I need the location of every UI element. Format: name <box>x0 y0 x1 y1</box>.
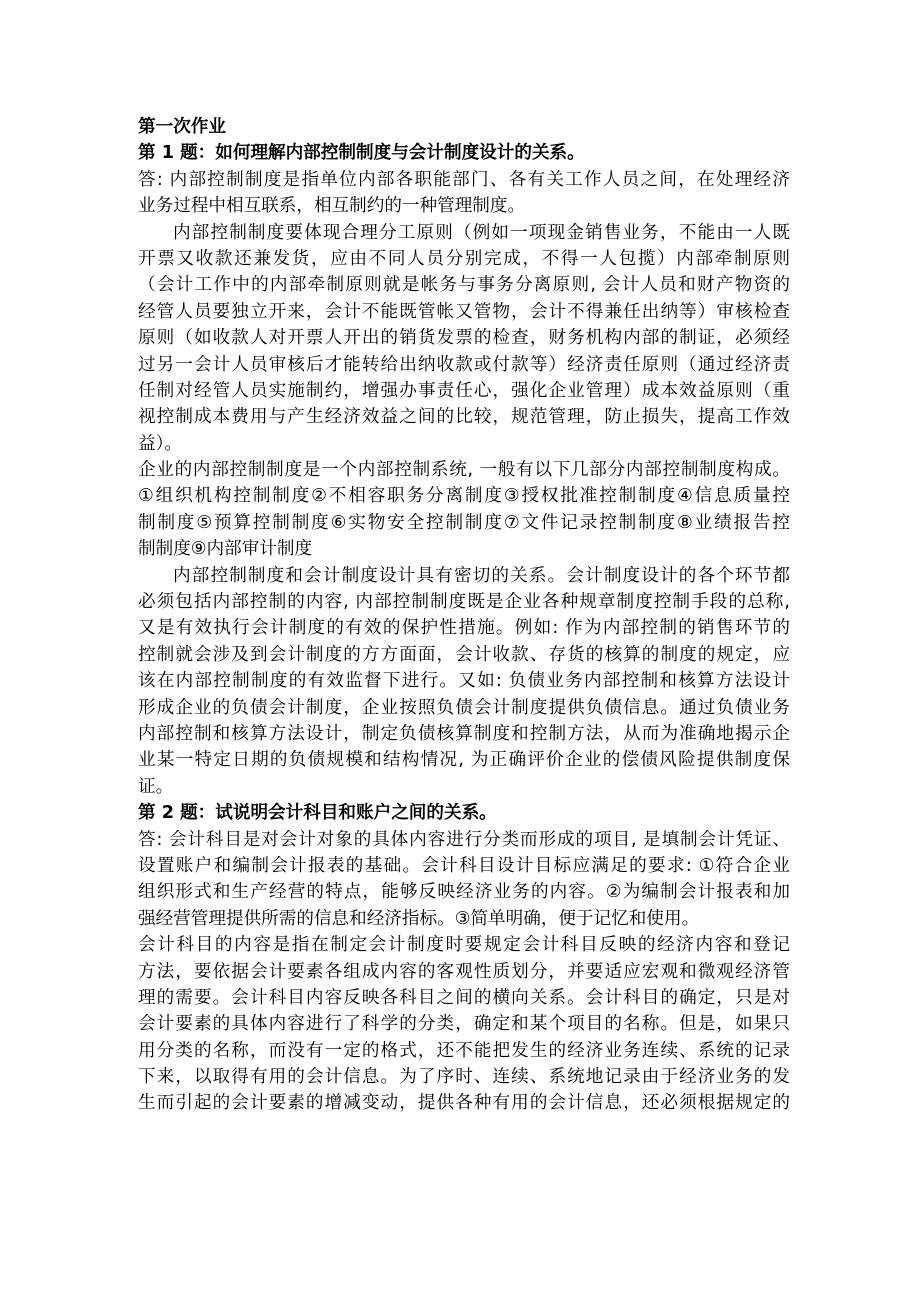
question-1-answer-paragraph-1 <box>138 167 790 220</box>
text-line: 任制对经管人员实施制约，增强办事责任心，强化企业管理）成本效益原则（重 <box>138 380 790 401</box>
text-line: 必须包括内部控制的内容, 内部控制制度既是企业各种规章制度控制手段的总称, <box>138 592 790 613</box>
text-line: 过另一会计人员审核后才能转给出纳收款或付款等）经济责任原则（通过经济责 <box>138 354 790 375</box>
text-line: 会计要素的具体内容进行了科学的分类，确定和某个项目的名称。但是，如果只 <box>138 1014 790 1035</box>
text-line: 会计科目的内容是指在制定会计制度时要规定会计科目反映的经济内容和登记 <box>138 935 790 956</box>
text-line: 业务过程中相互联系，相互制约的一种管理制度。 <box>138 196 526 217</box>
text-line: 经管人员要独立开来，会计不能既管帐又管物，会计不得兼任出纳等）审核检查 <box>138 301 790 322</box>
text-line: 内部控制和核算方法设计，制定负债核算制度和控制方法，从而为准确地揭示企 <box>138 723 790 744</box>
text-line: 证。 <box>138 776 174 797</box>
text-line: 视控制成本费用与产生经济效益之间的比较，规范管理，防止损失，提高工作效 <box>138 407 790 428</box>
text-line: 又是有效执行会计制度的有效的保护性措施。例如: 作为内部控制的销售环节的 <box>138 618 790 639</box>
text-line: 形成企业的负债会计制度，企业按照负债会计制度提供负债信息。通过负债业务 <box>138 697 790 718</box>
text-line: 用分类的名称，而没有一定的格式，还不能把发生的经济业务连续、系统的记录 <box>138 1040 790 1061</box>
question-2-answer-paragraph-2 <box>138 932 790 1117</box>
text-line: 控制就会涉及到会计制度的方方面面，会计收款、存货的核算的制度的规定，应 <box>138 644 790 665</box>
text-line: 答: 会计科目是对会计对象的具体内容进行分类而形成的项目, 是填制会计凭证、 <box>138 829 790 850</box>
text-line: 制制度⑤预算控制制度⑥实物安全控制制度⑦文件记录控制制度⑧业绩报告控 <box>138 512 790 533</box>
question-2-heading: 第 2 题：试说明会计科目和账户之间的关系。 <box>138 803 497 824</box>
question-1-answer-paragraph-3 <box>138 457 790 563</box>
text-line: 内部控制制度和会计制度设计具有密切的关系。会计制度设计的各个环节都 <box>173 565 790 586</box>
text-line: 答: 内部控制制度是指单位内部各职能部门、各有关工作人员之间，在处理经济 <box>138 169 790 190</box>
question-1-answer-paragraph-4 <box>138 563 790 801</box>
text-line: 该在内部控制制度的有效监督下进行。又如: 负债业务内部控制和核算方法设计 <box>138 671 790 692</box>
text-line: 益）。 <box>138 433 182 454</box>
text-line: 下来，以取得有用的会计信息。为了序时、连续、系统地记录由于经济业务的发 <box>138 1067 790 1088</box>
text-line: 组织形式和生产经营的特点，能够反映经济业务的内容。②为编制会计报表和加 <box>138 882 790 903</box>
text-line: 企业的内部控制制度是一个内部控制系统, 一般有以下几部分内部控制制度构成。 <box>138 460 790 481</box>
question-2-answer-paragraph-1 <box>138 827 790 933</box>
text-line: （会计工作中的内部牵制原则就是帐务与事务分离原则, 会计人员和财产物资的 <box>138 275 790 296</box>
document-page <box>138 114 790 1117</box>
text-line: 理的需要。会计科目内容反映各科目之间的横向关系。会计科目的确定，只是对 <box>138 987 790 1008</box>
text-line: 原则（如收款人对开票人开出的销货发票的检查，财务机构内部的制证，必须经 <box>138 328 790 349</box>
text-line: 方法，要依据会计要素各组成内容的客观性质划分，并要适应宏观和微观经济管 <box>138 961 790 982</box>
question-1-heading: 第 1 题：如何理解内部控制制度与会计制度设计的关系。 <box>138 143 585 164</box>
text-line: 内部控制制度要体现合理分工原则（例如一项现金销售业务，不能由一人既 <box>173 222 790 243</box>
text-line: 制制度⑨内部审计制度 <box>138 539 313 560</box>
text-line: 强经营管理提供所需的信息和经济指标。③简单明确，便于记忆和使用。 <box>138 908 700 929</box>
text-line: ①组织机构控制制度②不相容职务分离制度③授权批准控制制度④信息质量控 <box>138 486 790 507</box>
document-title: 第一次作业 <box>138 117 226 137</box>
text-line: 业某一特定日期的负债规模和结构情况, 为正确评价企业的偿债风险提供制度保 <box>138 750 790 771</box>
text-line: 开票又收款还兼发货，应由不同人员分别完成，不得一人包揽）内部牵制原则 <box>138 248 790 269</box>
text-line: 生而引起的会计要素的增减变动，提供各种有用的会计信息，还必须根据规定的 <box>138 1093 790 1114</box>
text-line: 设置账户和编制会计报表的基础。会计科目设计目标应满足的要求: ①符合企业 <box>138 855 790 876</box>
question-1-answer-paragraph-2 <box>138 220 790 458</box>
